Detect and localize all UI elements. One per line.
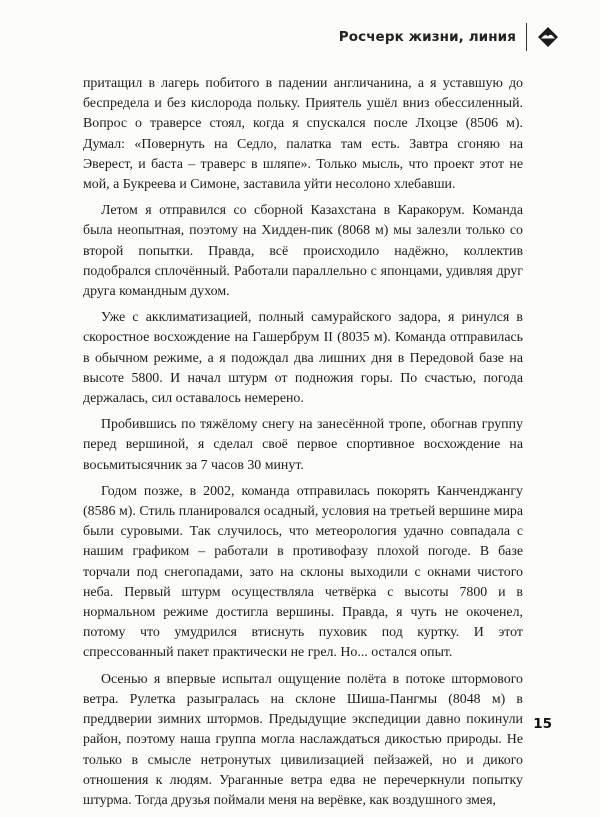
paragraph: Уже с акклиматизацией, полный самурайского задора, я ринулся в скоростное восхождение на Гашербрум II (8035 м). Команда отправилась в обычном режиме, а я подождал два лишних дня в Передовой базе на высоте 5800. И начал штурм от подножия горы. По счастью, погода держалась, сил оставалось немерено. (83, 310, 523, 407)
paragraph: Осенью я впервые испытал ощущение полёта в потоке штормового ветра. Рулетка разыгралась на склоне Шиша-Пангмы (8048 м) в преддверии зимних штормов. Предыдущие экспедиции давно покинули район, поэтому наша группа могла наслаждаться дикостью природы. Не только в смысле нетронутых цивилизацией пейзажей, но и дикого отношения к людям. Ураганные ветра едва не перечеркнули попытку штурма. Тогда друзья поймали меня на верёвке, как воздушного змея, (83, 671, 523, 808)
paragraph: Пробившись по тяжёлому снегу на занесённой тропе, обогнав группу перед вершиной, я сделал своё первое спортивное восхождение на восьмитысячник за 7 часов 30 минут. (83, 417, 523, 473)
page-number: 15 (533, 716, 552, 732)
paragraph: притащил в лагерь побитого в падении англичанина, а я уставшую до беспредела и без кислорода польку. Приятель ушёл вниз обессиленный. Вопрос о траверсе стоял, когда я спускался после Лхоцзе (8506 м). Думал: «Повернуть на Седло, палатка там есть. Завтра сгоняю на Эверест, и баста – траверс в шляпе». Только мысль, что проект этот не мой, а Букреева и Симоне, заставила уйти несолоно хлебавши. (83, 76, 523, 193)
paragraph: Годом позже, в 2002, команда отправилась покорять Канченджангу (8586 м). Стиль планировался осадный, условия на третьей вершине мира были суровыми. Так случилось, что метеорология удачно совпадала с нашим графиком – работали в противофазу плохой погоде. В базе торчали под снегопадами, зато на склоны выходили с окнами чистого неба. Первый штурм осуществляла четвёрка с высоты 7800 и в нормальном режиме достигла вершины. Правда, я чуть не окоченел, потому что умудрился втиснуть пуховик под куртку. И этот спрессованный пакет практически не грел. Но... остался опыт. (83, 483, 523, 661)
paragraph: Летом я отправился со сборной Казахстана в Каракорум. Команда была неопытная, поэтому на Хидден-пик (8068 м) мы залезли только со второй попытки. Правда, всё происходило надёжно, коллектив подобрался сплочённый. Работали параллельно с японцами, удивляя друг друга командным духом. (83, 203, 523, 300)
running-header-title: Росчерк жизни, линия (338, 29, 516, 45)
running-header (339, 19, 560, 55)
page-body-text (83, 74, 523, 817)
header-divider (526, 23, 527, 51)
mountain-logo-icon (536, 25, 560, 49)
